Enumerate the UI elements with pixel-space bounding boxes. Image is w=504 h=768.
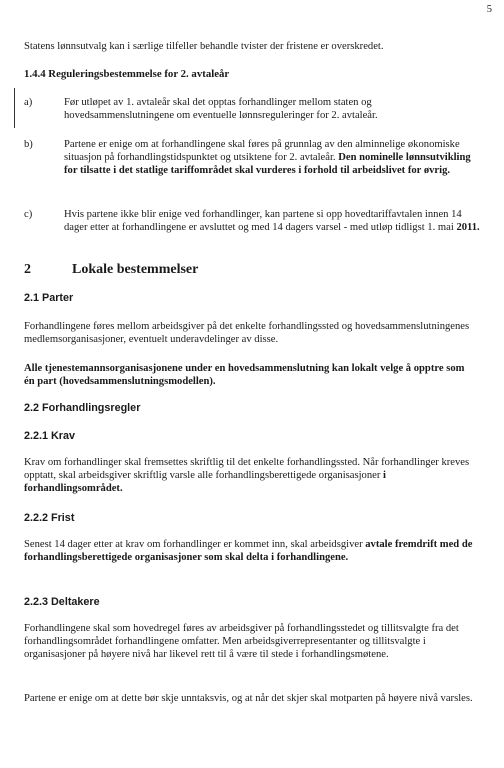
- list-text: Før utløpet av 1. avtaleår skal det opptas forhandlinger mellom staten og hovedsammenslutningene om eventuelle lønnsreguleringer for 2. avtaleår.: [64, 97, 378, 122]
- section-2-2-2-paragraph: [24, 538, 476, 564]
- list-marker: c): [24, 209, 33, 220]
- list-text-plain: Hvis partene ikke blir enige ved forhandlinger, kan partene si opp hovedtariffavtalen innen 14 dager etter at forhandlingene er avsluttet og med 14 dagers varsel - med utløp tidligst 1. mai: [64, 209, 462, 234]
- section-2-1-bold-paragraph: Alle tjenestemannsorganisasjonene under en hovedsammenslutning kan lokalt velge å opptre som én part (hovedsammenslutningsmodellen).: [24, 363, 465, 388]
- list-text-plain: Partene er enige om at forhandlingene skal føres på grunnlag av den alminnelige økonomiske situasjon på forhandlingstidspunktet og utsiktene for 2. avtaleår.: [64, 139, 460, 164]
- chapter-title: Lokale bestemmelser: [72, 262, 199, 277]
- section-2-2-3-heading: 2.2.3 Deltakere: [24, 596, 100, 608]
- section-2-2-1-heading: 2.2.1 Krav: [24, 430, 76, 442]
- list-marker: b): [24, 139, 33, 150]
- section-2-1-heading: 2.1 Parter: [24, 292, 74, 304]
- paragraph-bold: avtale fremdrift med de forhandlingsberettigede organisasjoner som skal delta i forhandlingene.: [24, 539, 473, 564]
- list-text: [64, 208, 482, 234]
- list-text-bold: Den nominelle lønnsutvikling for tilsatte i det statlige tariffområdet skal vurderes i forhold til arbeidslivet for øvrig.: [64, 152, 471, 177]
- section-2-2-3-paragraph-2: Partene er enige om at dette bør skje unntaksvis, og at når det skjer skal motparten på høyere nivå varsles.: [24, 693, 473, 704]
- list-text: [64, 138, 482, 178]
- section-2-2-3-paragraph: Forhandlingene skal som hovedregel føres av arbeidsgiver på forhandlingsstedet og tillitsvalgte fra det forhandlingsområdet forhandlingene omfatter. Men arbeidsgiverrepresentanter og tillitsvalgte i organisasjoner på høyere nivå har likevel rett til å være til stede i forhandlingsmøtene.: [24, 623, 459, 661]
- section-2-2-1-paragraph: [24, 456, 476, 496]
- paragraph-plain: Krav om forhandlinger skal fremsettes skriftlig til det enkelte forhandlingssted. Når forhandlinger kreves opptatt, skal arbeidsgiver skriftlig varsle alle forhandlingsberettigede organisasjoner: [24, 457, 470, 482]
- section-2-1-paragraph: Forhandlingene føres mellom arbeidsgiver på det enkelte forhandlingssted og hovedsammenslutningenes medlemsorganisasjoner, eventuelt underavdelinger av disse.: [24, 321, 470, 346]
- section-1-4-4-heading: 1.4.4 Reguleringsbestemmelse for 2. avtaleår: [24, 68, 230, 80]
- change-bar: [14, 88, 15, 128]
- chapter-heading: [24, 262, 198, 278]
- paragraph-plain: Senest 14 dager etter at krav om forhandlinger er kommet inn, skal arbeidsgiver: [24, 539, 366, 550]
- intro-paragraph: Statens lønnsutvalg kan i særlige tilfeller behandle tvister der fristene er overskredet.: [24, 41, 384, 52]
- section-2-2-2-heading: 2.2.2 Frist: [24, 512, 75, 524]
- page-number: 5: [486, 4, 492, 15]
- section-2-2-heading: 2.2 Forhandlingsregler: [24, 402, 141, 414]
- chapter-number: 2: [24, 262, 31, 277]
- paragraph-bold: i forhandlingsområdet.: [24, 470, 386, 495]
- list-text-bold: 2011.: [456, 222, 480, 234]
- list-marker: a): [24, 97, 33, 108]
